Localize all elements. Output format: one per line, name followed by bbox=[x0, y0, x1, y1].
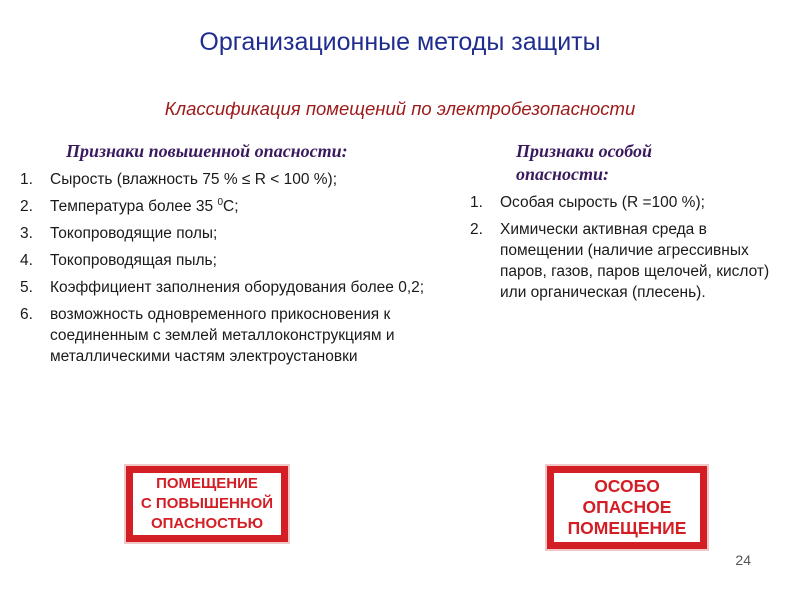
increased-danger-heading: Признаки повышенной опасности: bbox=[66, 141, 348, 161]
increased-danger-list bbox=[20, 169, 450, 367]
increased-danger-column bbox=[20, 140, 450, 367]
slide-title: Организационные методы защиты bbox=[199, 28, 601, 56]
page-number: 24 bbox=[735, 552, 751, 568]
item-number: 3. bbox=[20, 225, 33, 242]
slide-subtitle: Классификация помещений по электробезопасности bbox=[164, 98, 636, 119]
special-danger-list bbox=[470, 192, 780, 303]
special-danger-heading: Признаки особой опасности: bbox=[516, 141, 652, 184]
sign-line: ПОМЕЩЕНИЕ bbox=[567, 518, 687, 538]
item-text bbox=[50, 196, 450, 217]
item-text: Химически активная среда в помещении (наличие агрессивных паров, газов, паров щелочей, кислот) или органическая (плесень). bbox=[500, 221, 770, 301]
special-danger-sign bbox=[547, 466, 707, 549]
item-text: Особая сырость (R =100 %); bbox=[500, 194, 705, 211]
list-item bbox=[20, 277, 450, 298]
item-number: 5. bbox=[20, 279, 33, 296]
item-text: Токопроводящие полы; bbox=[50, 225, 218, 242]
item-text: возможность одновременного прикосновения к соединенным с землей металлоконструкциям и металлическими частям электроустановки bbox=[50, 306, 395, 365]
increased-danger-sign bbox=[126, 466, 288, 542]
item-number: 1. bbox=[470, 194, 483, 211]
item-text-main: Температура более 35 bbox=[50, 198, 218, 215]
item-number: 6. bbox=[20, 306, 33, 323]
list-item bbox=[20, 304, 450, 367]
item-text: Токопроводящая пыль; bbox=[50, 252, 217, 269]
sign-line: ОСОБО bbox=[594, 476, 660, 496]
list-item bbox=[20, 196, 450, 217]
sign-line: ПОМЕЩЕНИЕ bbox=[156, 475, 258, 492]
item-number: 1. bbox=[20, 171, 33, 188]
list-item bbox=[20, 250, 450, 271]
list-item bbox=[470, 192, 780, 213]
item-text-unit: С; bbox=[223, 198, 239, 215]
sign-line: ОПАСНОСТЬЮ bbox=[150, 515, 264, 532]
special-danger-column bbox=[470, 140, 780, 303]
degree-superscript: 0 bbox=[217, 196, 224, 208]
list-item bbox=[470, 219, 780, 303]
sign-line: ОПАСНОЕ bbox=[582, 497, 672, 517]
sign-line: С ПОВЫШЕННОЙ bbox=[140, 495, 274, 512]
item-text: Сырость (влажность 75 % ≤ R < 100 %); bbox=[50, 171, 338, 188]
list-item bbox=[20, 169, 450, 190]
item-number: 4. bbox=[20, 252, 33, 269]
list-item bbox=[20, 223, 450, 244]
item-text: Коэффициент заполнения оборудования более 0,2; bbox=[50, 279, 425, 296]
item-number: 2. bbox=[470, 221, 483, 238]
item-number: 2. bbox=[20, 198, 33, 215]
